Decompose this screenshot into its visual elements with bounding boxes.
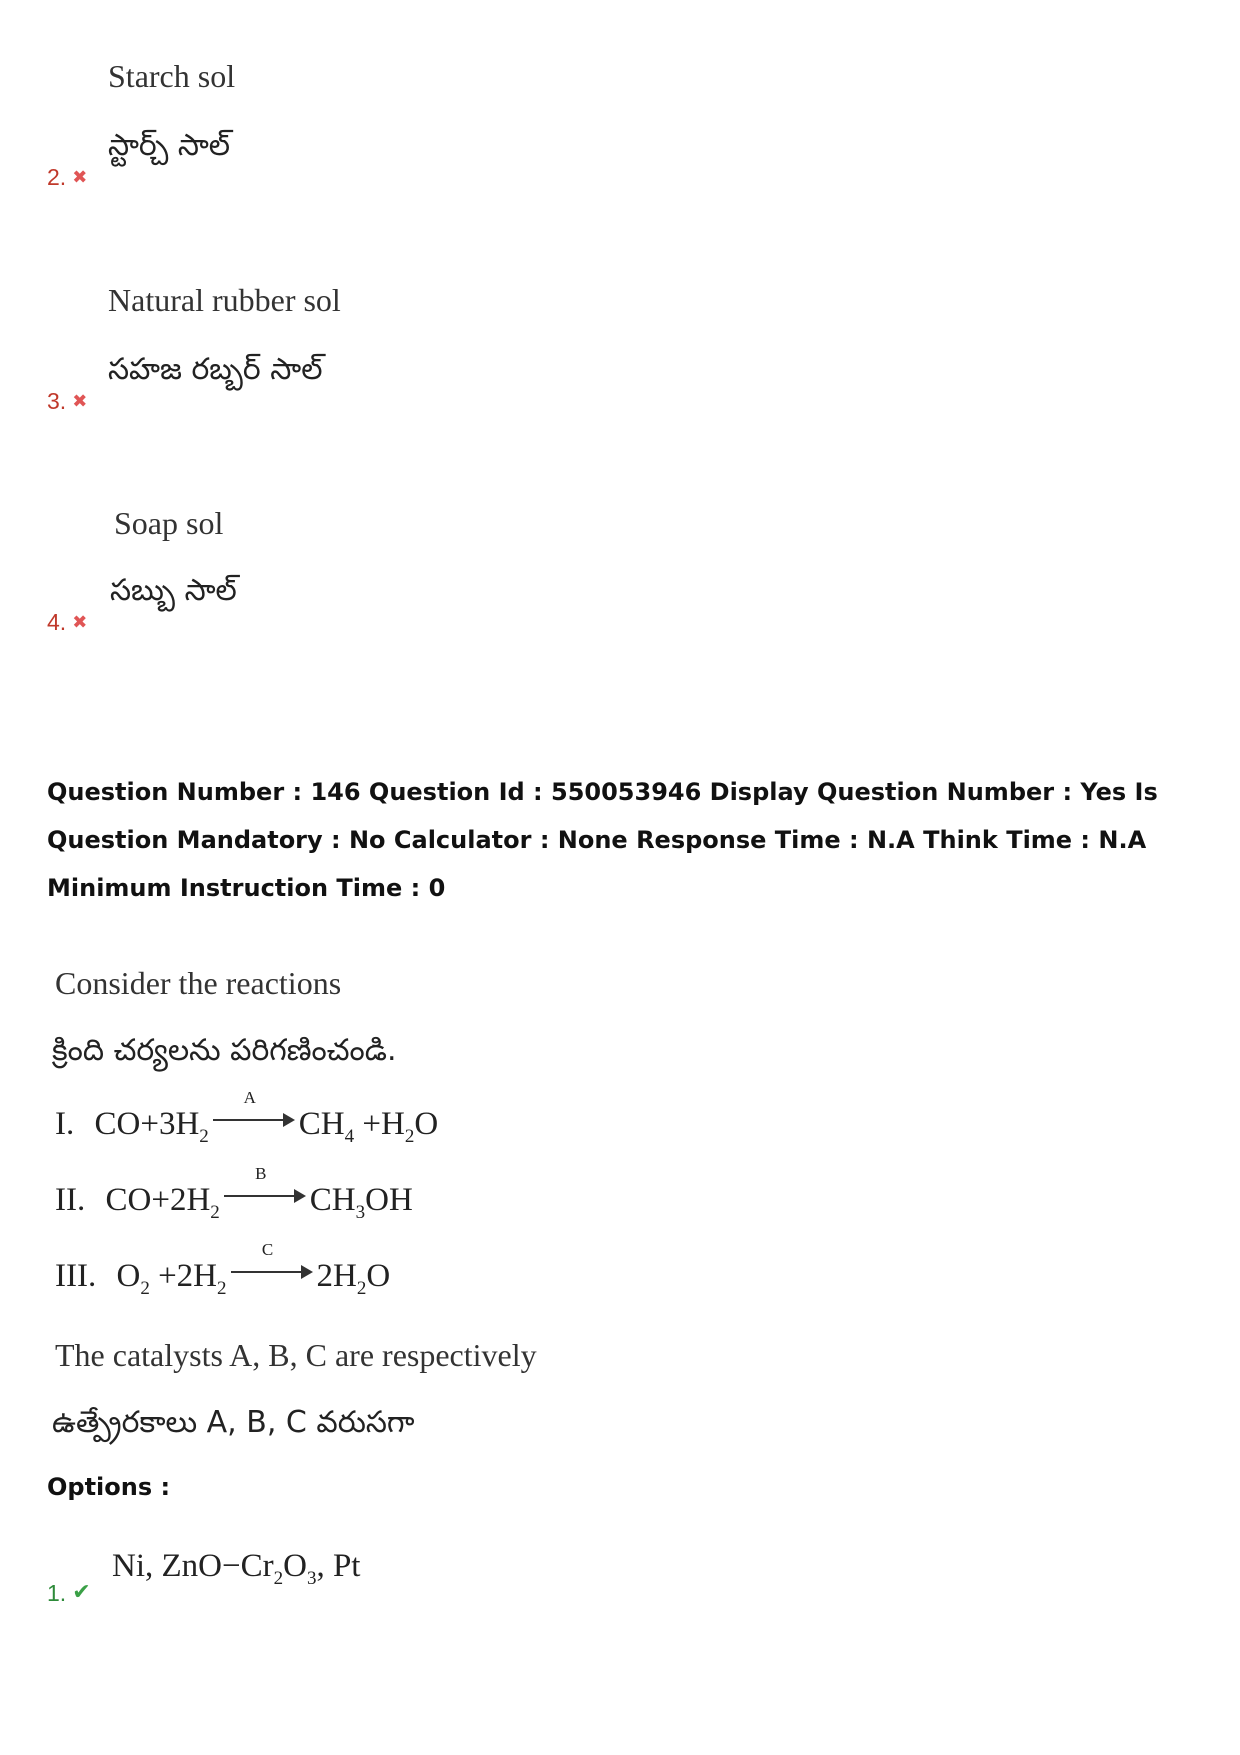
option-english: Soap sol <box>114 505 224 541</box>
catalyst-label: C <box>261 1240 274 1259</box>
formula-text: 2H <box>316 1258 357 1294</box>
formula-text: , Pt <box>316 1548 361 1584</box>
reaction-lhs <box>94 1106 209 1147</box>
formula-text: O <box>414 1106 439 1142</box>
option-telugu: సహజ రబ్బర్ సాల్ <box>108 352 323 387</box>
reaction-arrow <box>213 1088 295 1130</box>
reaction-lhs <box>116 1258 227 1299</box>
subscript: 2 <box>199 1126 209 1147</box>
formula-text: O <box>116 1258 141 1294</box>
wrong-mark-icon: ✖ <box>72 391 88 411</box>
subscript: 2 <box>273 1568 284 1589</box>
reaction-label: II. <box>55 1182 94 1218</box>
subscript: 2 <box>356 1278 367 1299</box>
option-number: 2. ✖ <box>47 164 88 190</box>
reaction-label: III. <box>55 1258 105 1294</box>
question-stem-english: The catalysts A, B, C are respectively <box>55 1337 537 1373</box>
option-english: Starch sol <box>108 58 236 94</box>
reaction-rhs <box>298 1106 439 1147</box>
reaction-3 <box>55 1240 391 1300</box>
catalyst-label: A <box>243 1088 256 1107</box>
formula-text: OH <box>365 1182 413 1218</box>
option-number: 3. ✖ <box>47 388 88 414</box>
reaction-arrow <box>231 1240 313 1282</box>
catalyst-label: B <box>255 1164 267 1183</box>
reaction-lhs <box>105 1182 220 1223</box>
formula-text: CH <box>309 1182 356 1218</box>
formula-text: O <box>366 1258 391 1294</box>
correct-check-icon: ✔ <box>72 1579 91 1604</box>
option-telugu: స్టార్చ్ సాల్ <box>108 128 231 163</box>
option-formula <box>112 1548 360 1590</box>
formula-text: CO+2H <box>105 1182 211 1218</box>
subscript: 2 <box>404 1126 415 1147</box>
reaction-arrow <box>224 1164 306 1206</box>
options-label: Options : <box>47 1473 171 1501</box>
formula-text: +H <box>354 1106 405 1142</box>
option-number: 1. ✔ <box>47 1579 91 1606</box>
option-english: Natural rubber sol <box>108 282 341 318</box>
question-intro-english: Consider the reactions <box>55 965 342 1001</box>
reaction-label: I. <box>55 1106 83 1142</box>
formula-text: Ni, ZnO−Cr <box>112 1548 274 1584</box>
reaction-2 <box>55 1164 413 1224</box>
wrong-mark-icon: ✖ <box>72 612 88 632</box>
formula-text: CH <box>298 1106 345 1142</box>
question-meta: Question Number : 146 Question Id : 550053946 Display Question Number : Yes Is Question Mandatory : No Calculator : None Response Time : N.A Think Time : N.A Minimum Instruction Time : 0 <box>47 778 1158 902</box>
formula-text: CO+3H <box>94 1106 200 1142</box>
question-stem-telugu: ఉత్ప్రేరకాలు A, B, C వరుసగా <box>52 1405 415 1440</box>
formula-text: O <box>283 1548 307 1584</box>
reaction-rhs <box>316 1258 391 1299</box>
option-telugu: సబ్బు సాల్ <box>110 573 237 608</box>
wrong-mark-icon: ✖ <box>72 167 88 187</box>
formula-text: +2H <box>149 1258 218 1294</box>
question-intro-telugu: క్రింది చర్యలను పరిగణించండి. <box>52 1033 397 1068</box>
reaction-1 <box>55 1088 439 1148</box>
subscript: 2 <box>217 1278 227 1299</box>
option-number: 4. ✖ <box>47 609 88 635</box>
subscript: 2 <box>140 1278 150 1299</box>
reaction-rhs <box>309 1182 413 1223</box>
subscript: 3 <box>355 1202 366 1223</box>
subscript: 4 <box>344 1126 355 1147</box>
subscript: 2 <box>210 1202 220 1223</box>
subscript: 3 <box>306 1568 317 1589</box>
